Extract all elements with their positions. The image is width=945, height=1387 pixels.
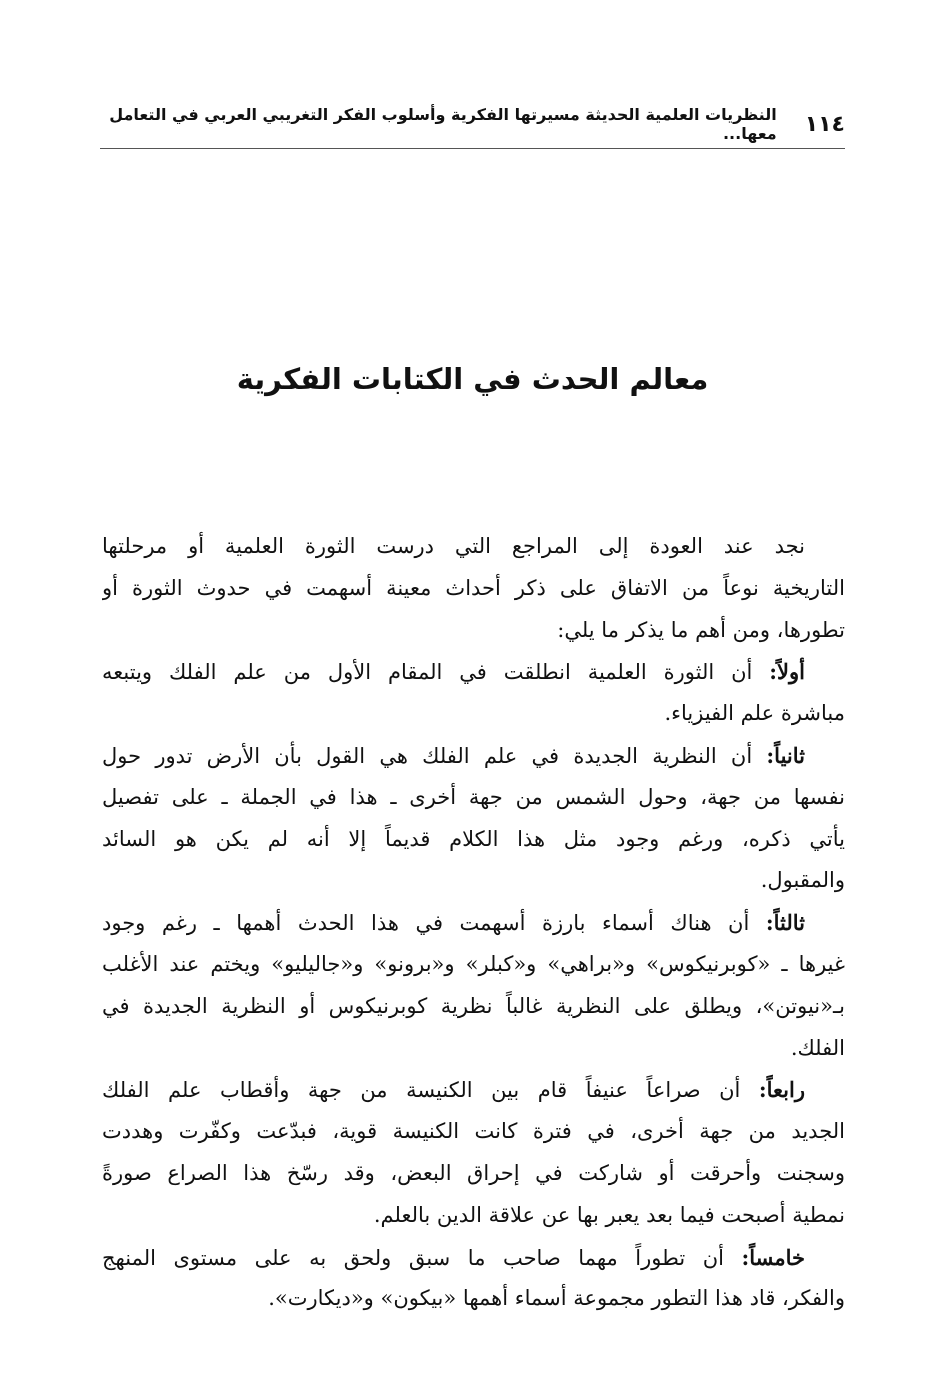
text-line [102,777,845,819]
page-header [100,104,845,144]
line-text: يأتي ذكره، ورغم وجود مثل هذا الكلام قديماً إلا أنه لم يكن هو السائد [102,826,845,851]
line-text: بـ«نيوتن»، ويطلق على النظرية غالباً نظرية كوبرنيكوس أو النظرية الجديدة في [102,993,845,1018]
page-number: ١١٤ [804,111,845,137]
text-line [102,1278,845,1320]
line-text: والمقبول. [760,868,845,893]
line-text: أن هناك أسماء بارزة أسهمت في هذا الحدث أهمها ـ رغم وجود [102,911,766,936]
header-rule [100,148,845,149]
running-title: النظريات العلمية الحديثة مسيرتها الفكرية وأسلوب الفكر التغريبي العربي في التعامل معها... [109,105,777,143]
paragraph-lead: أولاً: [769,659,805,685]
paragraph-lead: خامساً: [741,1244,805,1270]
text-line [102,1237,845,1279]
text-line [102,1195,845,1237]
text-line [102,860,845,902]
text-line [102,568,845,610]
line-text: الفلك. [790,1035,845,1060]
text-line [102,1028,845,1070]
line-text: نفسها من جهة، وحول الشمس من جهة أخرى ـ هذا في الجملة ـ على تفصيل [102,784,845,809]
text-line [102,902,845,944]
paragraph [102,1237,845,1321]
paragraph [102,1069,845,1236]
section-title: معالم الحدث في الكتابات الفكرية [236,362,709,396]
line-text: نمطية أصبحت فيما بعد يعبر بها عن علاقة الدين بالعلم. [373,1202,845,1227]
line-text: نجد عند العودة إلى المراجع التي درست الثورة العلمية أو مرحلتها [102,534,805,558]
line-text: أن تطوراً مهما صاحب ما سبق ولحق به على مستوى المنهج [102,1245,742,1270]
line-text: أن صراعاً عنيفاً قام بين الكنيسة من جهة وأقطاب علم الفلك [102,1078,759,1103]
line-text: وسجنت وأحرقت أو شاركت في إحراق البعض، وقد رسّخ هذا الصراع صورةً [102,1160,845,1185]
paragraph-lead: ثالثاً: [765,910,805,936]
line-text: غيرها ـ «كوبرنيكوس» و«براهي» و«كبلر» و«برونو» و«جاليليو» ويختم عند الأغلب [102,951,845,976]
text-line [102,819,845,861]
text-line [102,1069,845,1111]
text-line [102,526,845,568]
paragraph-lead: رابعاً: [758,1077,805,1103]
paragraph [102,526,845,651]
line-text: أن النظرية الجديدة في علم الفلك هي القول بأن الأرض تدور حول [102,743,767,768]
paragraph [102,651,845,735]
line-text: تطورها، ومن أهم ما يذكر ما يلي: [557,617,845,642]
text-line [102,651,845,693]
text-line [102,944,845,986]
text-line [102,610,845,652]
text-line [102,1111,845,1153]
line-text: أن الثورة العلمية انطلقت في المقام الأول من علم الفلك ويتبعه [102,660,770,685]
text-line [102,693,845,735]
line-text: التاريخية نوعاً من الاتفاق على ذكر أحداث معينة أسهمت في حدوث الثورة أو [102,575,845,600]
text-line [102,735,845,777]
line-text: والفكر، قاد هذا التطور مجموعة أسماء أهمها «بيكون» و«ديكارت». [268,1286,845,1311]
paragraph-lead: ثانياً: [766,742,805,768]
body-text [102,526,845,1320]
paragraph [102,902,845,1069]
text-line [102,1153,845,1195]
paragraph [102,735,845,902]
line-text: مباشرة علم الفيزياء. [664,701,845,726]
line-text: الجديد من جهة أخرى، في فترة كانت الكنيسة قوية، فبدّعت وكفّرت وهددت [102,1119,845,1144]
text-line [102,986,845,1028]
